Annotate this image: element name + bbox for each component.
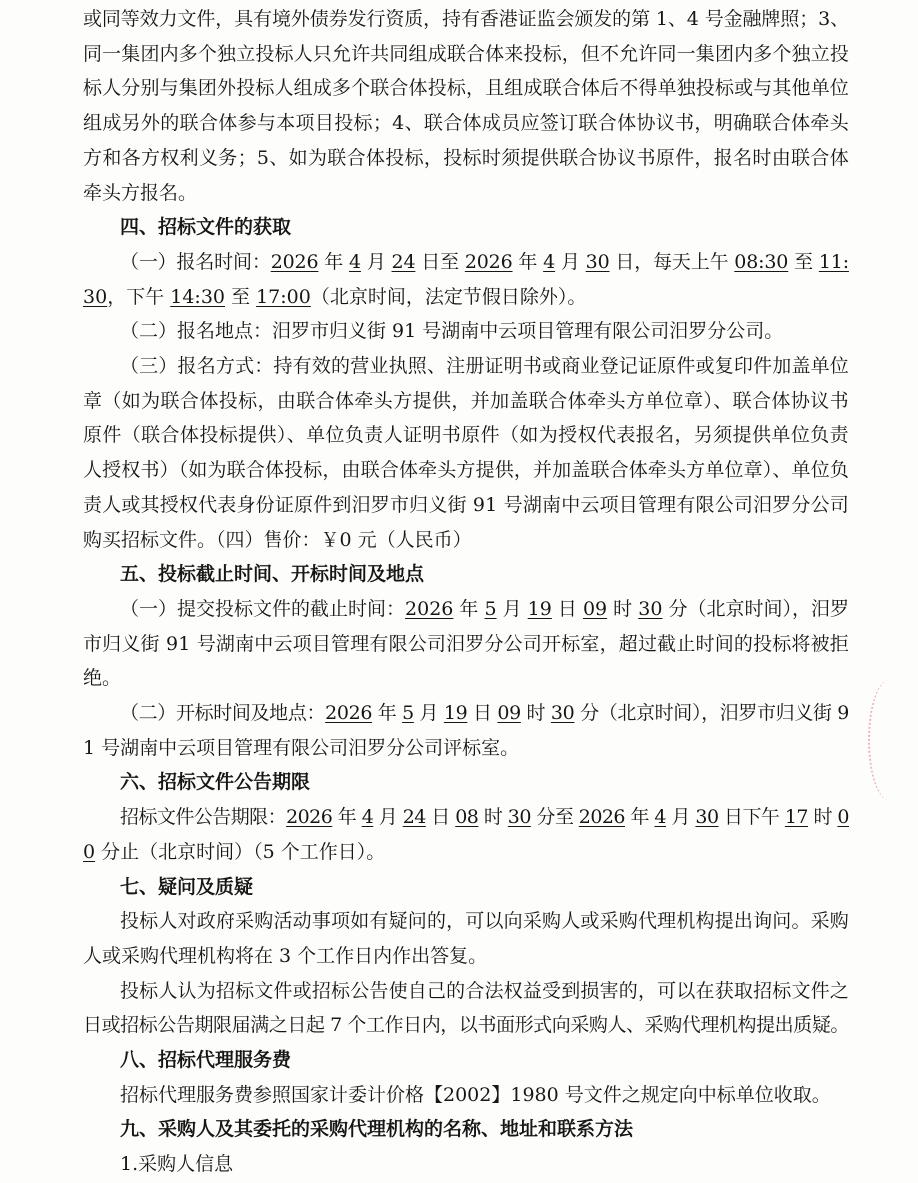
text-segment: 组成另外的联合体参与本项目投标；4、联合体成员应签订联合体协议书，明确联合体牵头 bbox=[83, 112, 850, 135]
text-segment: 年 bbox=[453, 597, 485, 620]
filled-value: 4 bbox=[361, 806, 374, 829]
text-segment: （一）提交投标文件的截止时间： bbox=[120, 597, 406, 620]
seal-stamp-edge bbox=[868, 680, 910, 800]
text-segment: 1.采购人信息 bbox=[120, 1153, 234, 1176]
text-segment: 投标人认为招标文件或招标公告使自己的合法权益受到损害的，可以在获取招标文件之 bbox=[120, 979, 849, 1002]
text-segment: 1 号湖南中云项目管理有限公司汨罗分公司评标室。 bbox=[83, 736, 520, 759]
text-segment: 时 bbox=[478, 806, 508, 829]
filled-value: 09 bbox=[497, 702, 521, 724]
section-heading bbox=[120, 214, 291, 240]
filled-value: 11: bbox=[818, 250, 849, 273]
filled-value: 30 bbox=[695, 806, 719, 829]
text-segment: 年 bbox=[372, 702, 403, 724]
text-segment: 招标文件公告期限： bbox=[120, 806, 287, 829]
text-segment: 时 bbox=[807, 806, 838, 829]
text-segment: 日，每天上午 bbox=[609, 250, 735, 273]
text-line bbox=[83, 943, 487, 969]
text-line bbox=[83, 457, 849, 483]
text-segment: 标人分别与集团外投标人组成多个联合体投标，且组成联合体后不得单独投标或与其他单位 bbox=[83, 77, 850, 100]
text-segment: 四、招标文件的获取 bbox=[120, 216, 292, 239]
filled-value: 08 bbox=[455, 806, 479, 829]
filled-value: 30 bbox=[83, 285, 108, 308]
text-segment: 招标代理服务费参照国家计委计价格【2002】1980 号文件之规定向中标单位收取。 bbox=[120, 1083, 831, 1106]
text-segment: 六、招标文件公告期限 bbox=[120, 771, 311, 794]
text-segment: 同一集团内多个独立投标人只允许共同组成联合体来投标，但不允许同一集团内多个独立投 bbox=[83, 42, 850, 65]
filled-value: 24 bbox=[402, 806, 426, 829]
filled-value: 2026 bbox=[405, 597, 454, 620]
section-heading bbox=[120, 1116, 633, 1142]
text-line bbox=[120, 908, 849, 934]
text-segment: （二）开标时间及地点： bbox=[120, 702, 326, 724]
filled-value: 19 bbox=[527, 597, 552, 620]
text-segment: 时 bbox=[520, 702, 551, 724]
text-segment: 日 bbox=[467, 702, 498, 724]
section-heading bbox=[120, 1047, 291, 1073]
text-segment: 原件（联合体投标提供）、单位负责人证明书原件（如为授权代表报名，另须提供单位负责 bbox=[83, 424, 849, 447]
text-line bbox=[83, 631, 849, 657]
text-segment: 分（北京时间），汨罗市归义街 9 bbox=[574, 702, 850, 724]
text-line bbox=[83, 145, 849, 171]
filled-value: 24 bbox=[391, 250, 416, 273]
text-segment: 月 bbox=[360, 250, 392, 273]
filled-value: 2026 bbox=[464, 250, 513, 273]
section-heading bbox=[120, 561, 424, 587]
text-line bbox=[83, 422, 849, 448]
filled-value: 2026 bbox=[578, 806, 625, 829]
text-segment: 月 bbox=[413, 702, 444, 724]
text-line bbox=[83, 110, 849, 136]
filled-value: 2026 bbox=[286, 806, 333, 829]
filled-value: 5 bbox=[402, 702, 414, 724]
text-line bbox=[83, 735, 519, 761]
text-line bbox=[83, 6, 849, 32]
text-segment: 方和各方权利义务；5、如为联合体投标，投标时须提供联合协议书原件，报名时由联合体 bbox=[83, 146, 850, 169]
text-line bbox=[120, 1082, 831, 1108]
text-line bbox=[120, 353, 849, 379]
text-line bbox=[120, 978, 849, 1004]
text-segment: 或同等效力文件，具有境外债券发行资质，持有香港证监会颁发的第 1、4 号金融牌照；3、 bbox=[83, 8, 850, 30]
filled-value: 4 bbox=[654, 806, 666, 829]
text-segment: 年 bbox=[318, 250, 349, 273]
section-heading bbox=[120, 874, 253, 900]
text-line bbox=[120, 700, 849, 726]
section-heading bbox=[120, 769, 310, 795]
text-line bbox=[120, 249, 849, 275]
filled-value: 14:30 bbox=[170, 285, 225, 308]
text-segment: 分（北京时间），汨罗 bbox=[662, 597, 849, 620]
text-segment: 月 bbox=[665, 806, 696, 829]
text-segment: （一）报名时间： bbox=[120, 250, 271, 273]
filled-value: 0 bbox=[83, 840, 96, 863]
text-line bbox=[83, 1012, 849, 1038]
filled-value: 2026 bbox=[325, 702, 373, 724]
text-line bbox=[83, 839, 385, 865]
text-segment: 购买招标文件。（四）售价：￥0 元（人民币） bbox=[83, 528, 472, 551]
text-segment: （三）报名方式：持有效的营业执照、注册证明书或商业登记证原件或复印件加盖单位 bbox=[120, 355, 849, 377]
text-segment: 至 bbox=[788, 250, 819, 273]
filled-value: 08:30 bbox=[734, 250, 789, 273]
text-line bbox=[83, 492, 849, 518]
text-segment: 绝。 bbox=[83, 667, 122, 690]
text-line bbox=[83, 527, 472, 553]
filled-value: 09 bbox=[582, 597, 608, 620]
filled-value: 17 bbox=[784, 806, 808, 829]
text-segment: 市归义街 91 号湖南中云项目管理有限公司汨罗分公司开标室，超过截止时间的投标将被拒 bbox=[83, 632, 849, 655]
text-segment: 人或采购代理机构将在 3 个工作日内作出答复。 bbox=[83, 944, 488, 967]
filled-value: 4 bbox=[349, 250, 361, 273]
text-segment: 章（如为联合体投标，由联合体牵头方提供，并加盖联合体牵头方单位章）、联合体协议书 bbox=[83, 389, 849, 412]
text-segment: 月 bbox=[373, 806, 403, 829]
text-line bbox=[83, 388, 849, 414]
text-segment: 分止（北京时间）（5 个工作日）。 bbox=[95, 840, 386, 863]
text-segment: （二）报名地点：汨罗市归义街 91 号湖南中云项目管理有限公司汨罗分公司。 bbox=[120, 320, 784, 343]
text-line bbox=[83, 75, 849, 101]
text-segment: 责人或其授权代表身份证原件到汨罗市归义街 91 号湖南中云项目管理有限公司汨罗分公司 bbox=[83, 493, 849, 516]
filled-value: 30 bbox=[585, 250, 610, 273]
text-segment: ，下午 bbox=[107, 285, 171, 308]
text-line bbox=[83, 180, 197, 206]
filled-value: 30 bbox=[638, 597, 663, 620]
filled-value: 0 bbox=[837, 806, 849, 829]
filled-value: 30 bbox=[507, 806, 531, 829]
text-segment: 年 bbox=[512, 250, 544, 273]
filled-value: 5 bbox=[484, 597, 497, 620]
text-segment: 八、招标代理服务费 bbox=[120, 1049, 292, 1071]
filled-value: 30 bbox=[550, 702, 575, 724]
text-segment: 投标人对政府采购活动事项如有疑问的，可以向采购人或采购代理机构提出询问。采购 bbox=[120, 910, 849, 933]
filled-value: 17:00 bbox=[256, 285, 311, 308]
text-segment: 分至 bbox=[530, 806, 579, 829]
text-segment: 日 bbox=[551, 597, 583, 620]
text-segment: 年 bbox=[624, 806, 655, 829]
text-line bbox=[120, 804, 849, 830]
text-segment: 年 bbox=[332, 806, 362, 829]
filled-value: 19 bbox=[443, 702, 468, 724]
text-segment: 日下午 bbox=[718, 806, 785, 829]
text-segment: 月 bbox=[555, 250, 586, 273]
text-segment: 牵头方报名。 bbox=[83, 181, 198, 204]
text-segment: 月 bbox=[496, 597, 528, 620]
text-line bbox=[83, 41, 849, 67]
text-line bbox=[120, 596, 849, 622]
filled-value: 4 bbox=[543, 250, 556, 273]
filled-value: 2026 bbox=[270, 250, 319, 273]
text-segment: 五、投标截止时间、开标时间及地点 bbox=[120, 563, 425, 586]
text-segment: 人授权书）（如为联合体投标，由联合体牵头方提供，并加盖联合体牵头方单位章）、单位负 bbox=[83, 459, 849, 482]
text-line bbox=[83, 284, 586, 310]
text-segment: 七、疑问及质疑 bbox=[120, 875, 254, 898]
text-segment: 日至 bbox=[415, 250, 465, 273]
text-segment: 至 bbox=[225, 285, 257, 308]
text-segment: 日 bbox=[425, 806, 456, 829]
text-segment: 时 bbox=[607, 597, 639, 620]
text-segment: 日或招标公告期限届满之日起 7 个工作日内，以书面形式向采购人、采购代理机构提出质疑。 bbox=[83, 1014, 849, 1037]
text-segment: （北京时间，法定节假日除外）。 bbox=[310, 285, 587, 308]
text-line bbox=[83, 665, 121, 691]
text-line bbox=[120, 1151, 233, 1177]
text-line bbox=[120, 318, 783, 344]
text-segment: 九、采购人及其委托的采购代理机构的名称、地址和联系方法 bbox=[120, 1118, 634, 1141]
